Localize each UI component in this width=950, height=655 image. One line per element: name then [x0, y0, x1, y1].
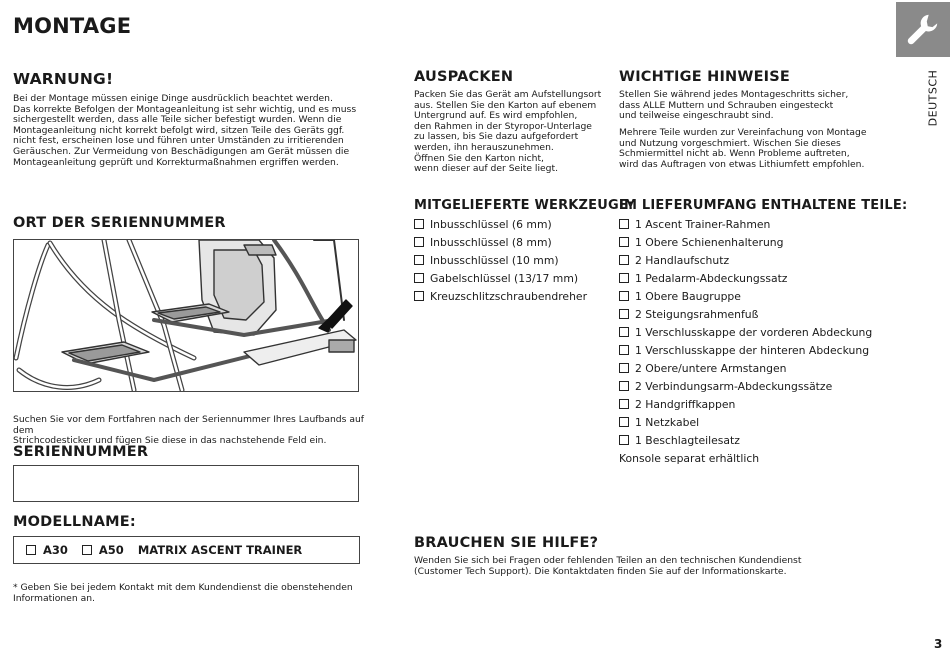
checkbox[interactable] — [619, 309, 629, 319]
model-option-a30[interactable]: A30 — [26, 543, 68, 557]
checkbox[interactable] — [619, 237, 629, 247]
list-item: 1 Obere Baugruppe — [619, 287, 872, 305]
checkbox[interactable] — [619, 327, 629, 337]
model-footnote: * Geben Sie bei jedem Kontakt mit dem Kundendienst die obenstehenden Informationen an. — [13, 582, 353, 604]
checkbox[interactable] — [619, 399, 629, 409]
serial-location-caption: Suchen Sie vor dem Fortfahren nach der Seriennummer Ihres Laufbands auf dem Strichcodesticker und fügen Sie diese in das nachstehende Feld ein. — [13, 414, 365, 447]
list-item: 2 Steigungsrahmenfuß — [619, 305, 872, 323]
model-heading: MODELLNAME: — [13, 514, 136, 530]
contents-heading: IM LIEFERUMFANG ENTHALTENE TEILE: — [619, 198, 908, 213]
unpacking-heading: AUSPACKEN — [414, 69, 514, 85]
checkbox[interactable] — [619, 291, 629, 301]
checkbox[interactable] — [414, 273, 424, 283]
page-number: 3 — [934, 637, 943, 651]
section-tab — [896, 2, 950, 57]
list-item: 1 Obere Schienenhalterung — [619, 233, 872, 251]
contents-list — [619, 215, 872, 449]
list-item: 2 Obere/untere Armstangen — [619, 359, 872, 377]
checkbox[interactable] — [619, 273, 629, 283]
list-item: 1 Verschlusskappe der vorderen Abdeckung — [619, 323, 872, 341]
notes-text-1: Stellen Sie während jedes Montageschritts sicher, dass ALLE Muttern und Schrauben eingesteckt und teilweise eingeschraubt sind. — [619, 89, 849, 122]
checkbox[interactable] — [82, 545, 92, 555]
list-item: Kreuzschlitzschraubendreher — [414, 287, 587, 305]
checkbox[interactable] — [26, 545, 36, 555]
checkbox[interactable] — [619, 219, 629, 229]
warning-text: Bei der Montage müssen einige Dinge ausdrücklich beachtet werden. Das korrekte Befolgen der Montageanleitung ist sehr wichtig, und es muss sichergestellt werden, dass alle Teile sicher befestigt wurden. Wenn die Montageanleitung nicht korrekt befolgt wird, sitzen Teile des Geräts ggf. nicht fest, erscheinen lose und führen unter Umständen zu irritierenden Geräuschen. Zur Vermeidung von Beschädigungen am Gerät müssen die Montageanleitung geprüft und Korrekturmaßnahmen ergriffen werden. — [13, 93, 357, 168]
tools-heading: MITGELIEFERTE WERKZEUGE: — [414, 198, 634, 213]
checkbox[interactable] — [414, 237, 424, 247]
help-text: Wenden Sie sich bei Fragen oder fehlenden Teilen an den technischen Kundendienst (Customer Tech Support). Die Kontaktdaten finden Sie auf der Informationskarte. — [414, 555, 802, 577]
list-item: 1 Pedalarm-Abdeckungssatz — [619, 269, 872, 287]
list-item: 1 Ascent Trainer-Rahmen — [619, 215, 872, 233]
checkbox[interactable] — [619, 363, 629, 373]
contents-footer: Konsole separat erhältlich — [619, 452, 760, 465]
checkbox[interactable] — [619, 417, 629, 427]
unpacking-text: Packen Sie das Gerät am Aufstellungsort aus. Stellen Sie den Karton auf ebenem Untergrund auf. Es wird empfohlen, den Rahmen in der Styropor-Unterlage zu lassen, bis Sie dazu aufgefordert werden, ihn herauszunehmen. Öffnen Sie den Karton nicht, wenn dieser auf der Seite liegt. — [414, 89, 602, 175]
checkbox[interactable] — [619, 345, 629, 355]
model-name: MATRIX ASCENT TRAINER — [137, 543, 303, 557]
help-heading: BRAUCHEN SIE HILFE? — [414, 535, 599, 551]
list-item: Inbusschlüssel (6 mm) — [414, 215, 587, 233]
serial-number-field[interactable] — [13, 465, 359, 502]
list-item: 1 Beschlagteilesatz — [619, 431, 872, 449]
wrench-icon — [904, 11, 942, 49]
model-option-a50[interactable]: A50 — [82, 543, 124, 557]
list-item: 2 Handgriffkappen — [619, 395, 872, 413]
list-item: 2 Handlaufschutz — [619, 251, 872, 269]
warning-heading: WARNUNG! — [13, 70, 114, 88]
serial-number-heading: SERIENNUMMER — [13, 444, 149, 460]
checkbox[interactable] — [619, 381, 629, 391]
checkbox[interactable] — [414, 291, 424, 301]
list-item: 2 Verbindungsarm-Abdeckungssätze — [619, 377, 872, 395]
language-label: DEUTSCH — [926, 69, 940, 127]
page-title: MONTAGE — [13, 14, 132, 38]
tools-list — [414, 215, 587, 305]
list-item: Inbusschlüssel (8 mm) — [414, 233, 587, 251]
list-item: Inbusschlüssel (10 mm) — [414, 251, 587, 269]
list-item: 1 Netzkabel — [619, 413, 872, 431]
serial-location-heading: ORT DER SERIENNUMMER — [13, 215, 226, 231]
notes-text-2: Mehrere Teile wurden zur Vereinfachung von Montage und Nutzung vorgeschmiert. Wischen Sie dieses Schmiermittel nicht ab. Wenn Probleme auftreten, wird das Auftragen von etwas Lithiumfett empfohlen. — [619, 127, 867, 170]
notes-heading: WICHTIGE HINWEISE — [619, 69, 791, 85]
machine-illustration — [13, 239, 359, 392]
checkbox[interactable] — [619, 435, 629, 445]
list-item: 1 Verschlusskappe der hinteren Abdeckung — [619, 341, 872, 359]
model-box — [13, 536, 360, 564]
checkbox[interactable] — [414, 219, 424, 229]
checkbox[interactable] — [619, 255, 629, 265]
checkbox[interactable] — [414, 255, 424, 265]
list-item: Gabelschlüssel (13/17 mm) — [414, 269, 587, 287]
